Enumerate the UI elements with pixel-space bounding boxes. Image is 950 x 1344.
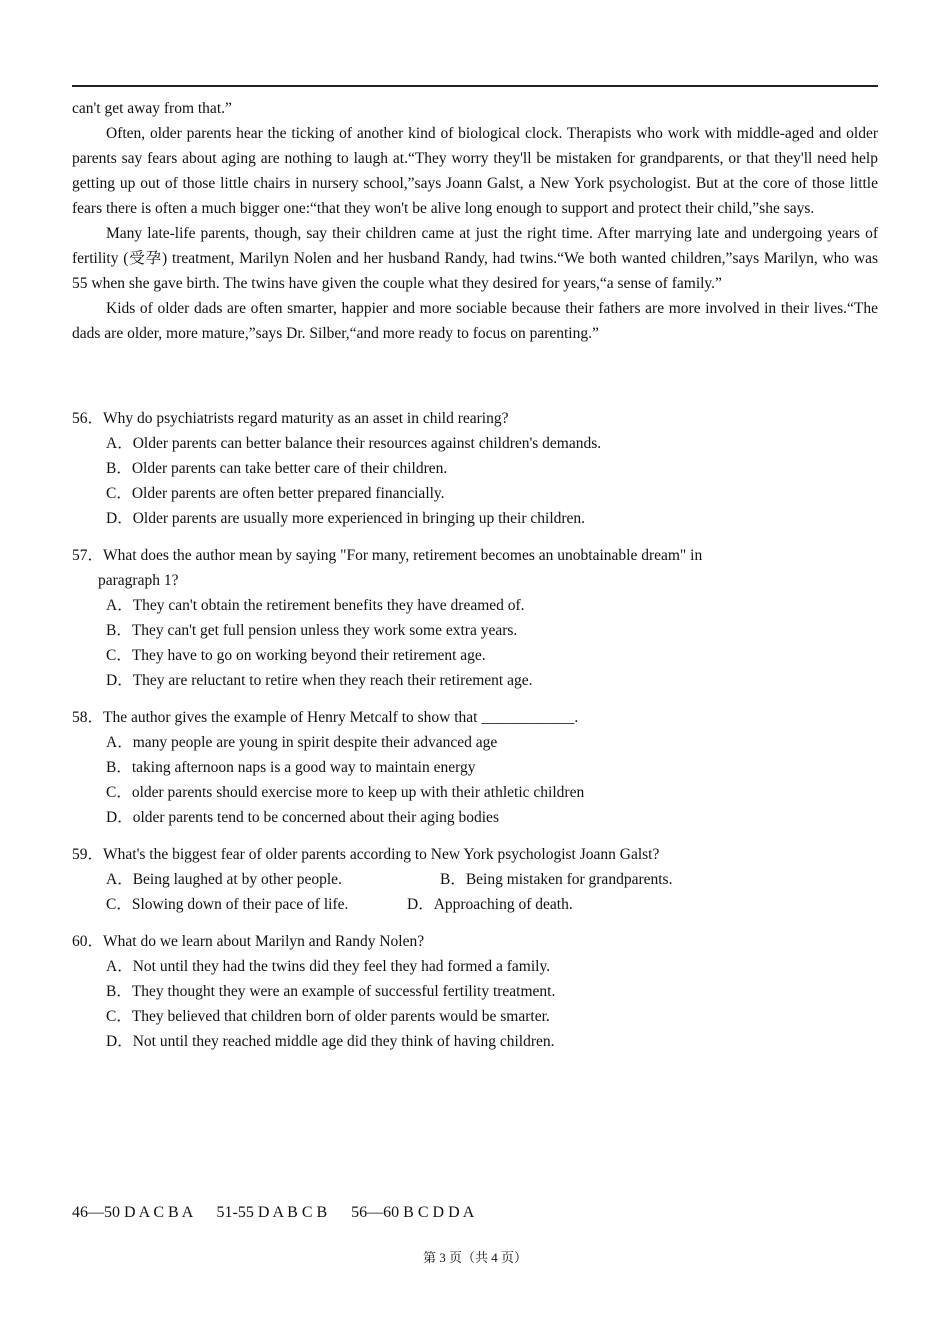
option-b[interactable]: B．Being mistaken for grandparents. (440, 871, 673, 888)
option-c[interactable]: C．Older parents are often better prepared financially. (106, 485, 445, 502)
question-59 (72, 842, 878, 917)
question-58 (72, 705, 878, 830)
question-number: 58． (72, 709, 104, 726)
option-a[interactable]: A．Not until they had the twins did they feel they had formed a family. (106, 958, 551, 975)
option-c[interactable]: C．older parents should exercise more to keep up with their athletic children (106, 784, 585, 801)
question-stem (72, 543, 878, 568)
option-c[interactable]: C．They believed that children born of older parents would be smarter. (106, 1008, 550, 1025)
question-text: What do we learn about Marilyn and Randy Nolen? (103, 933, 425, 950)
option-d[interactable]: D．Older parents are usually more experienced in bringing up their children. (106, 510, 586, 527)
header-rule (72, 85, 878, 87)
passage-paragraph-2: Many late-life parents, though, say their children came at just the right time. After marrying late and undergoing years of fertility (受孕) treatment, Marilyn Nolen and her husband Randy, had twins.“We both wanted children,”says Marilyn, who was 55 when she gave birth. The twins have given the couple what they desired for years,“a sense of family.” (72, 225, 878, 292)
answer-key (72, 1204, 474, 1222)
option-row (72, 867, 878, 892)
question-text: The author gives the example of Henry Metcalf to show that ____________. (103, 709, 579, 726)
question-60 (72, 929, 878, 1054)
question-text: Why do psychiatrists regard maturity as an asset in child rearing? (103, 410, 509, 427)
question-number: 57． (72, 547, 104, 564)
question-list (72, 406, 878, 1066)
option-a[interactable]: A．Older parents can better balance their resources against children's demands. (106, 435, 602, 452)
option-row (72, 892, 878, 917)
question-56 (72, 406, 878, 531)
passage-paragraph-1: Often, older parents hear the ticking of another kind of biological clock. Therapists who work with middle-aged and older parents say fears about aging are nothing to laugh at.“They worry they'll be mistaken for grandparents, or that they'll need help getting up out of those little chairs in nursery school,”says Joann Galst, a New York psychologist. But at the core of those little fears there is often a much bigger one:“that they won't be alive long enough to support and protect their child,”she says. (72, 125, 878, 217)
option-b[interactable]: B．They can't get full pension unless they work some extra years. (106, 622, 518, 639)
option-b[interactable]: B．taking afternoon naps is a good way to maintain energy (106, 759, 476, 776)
option-a[interactable]: A．many people are young in spirit despite their advanced age (106, 734, 498, 751)
question-number: 56． (72, 410, 104, 427)
page-footer: 第 3 页（共 4 页） (422, 1250, 527, 1265)
option-d[interactable]: D．They are reluctant to retire when they reach their retirement age. (106, 672, 533, 689)
question-number: 60． (72, 933, 104, 950)
question-number: 59． (72, 846, 104, 863)
option-d[interactable]: D．older parents tend to be concerned about their aging bodies (106, 809, 499, 826)
question-stem (72, 406, 878, 431)
option-b[interactable]: B．They thought they were an example of successful fertility treatment. (106, 983, 556, 1000)
answer-group-51-55: 51-55 D A B C B (216, 1204, 328, 1221)
question-stem (72, 842, 878, 867)
question-stem (72, 929, 878, 954)
question-stem (72, 705, 878, 730)
question-57 (72, 543, 878, 693)
option-a[interactable]: A．Being laughed at by other people. (106, 871, 342, 888)
passage-paragraph-0: can't get away from that.” (72, 100, 232, 117)
passage-paragraph-3: Kids of older dads are often smarter, happier and more sociable because their fathers are more involved in their lives.“The dads are older, more mature,”says Dr. Silber,“and more ready to focus on parenting.” (72, 300, 878, 342)
option-d[interactable]: D．Approaching of death. (407, 896, 573, 913)
option-c[interactable]: C．Slowing down of their pace of life. (106, 896, 349, 913)
reading-passage (72, 96, 878, 346)
option-a[interactable]: A．They can't obtain the retirement benefits they have dreamed of. (106, 597, 525, 614)
question-text-continued: paragraph 1? (98, 572, 179, 589)
option-b[interactable]: B．Older parents can take better care of their children. (106, 460, 448, 477)
option-c[interactable]: C．They have to go on working beyond their retirement age. (106, 647, 486, 664)
option-d[interactable]: D．Not until they reached middle age did they think of having children. (106, 1033, 555, 1050)
answer-group-46-50: 46—50 D A C B A (72, 1204, 193, 1221)
question-text: What does the author mean by saying "For many, retirement becomes an unobtainable dream" in (103, 547, 703, 564)
answer-group-56-60: 56—60 B C D D A (351, 1204, 475, 1221)
question-text: What's the biggest fear of older parents according to New York psychologist Joann Galst? (103, 846, 660, 863)
